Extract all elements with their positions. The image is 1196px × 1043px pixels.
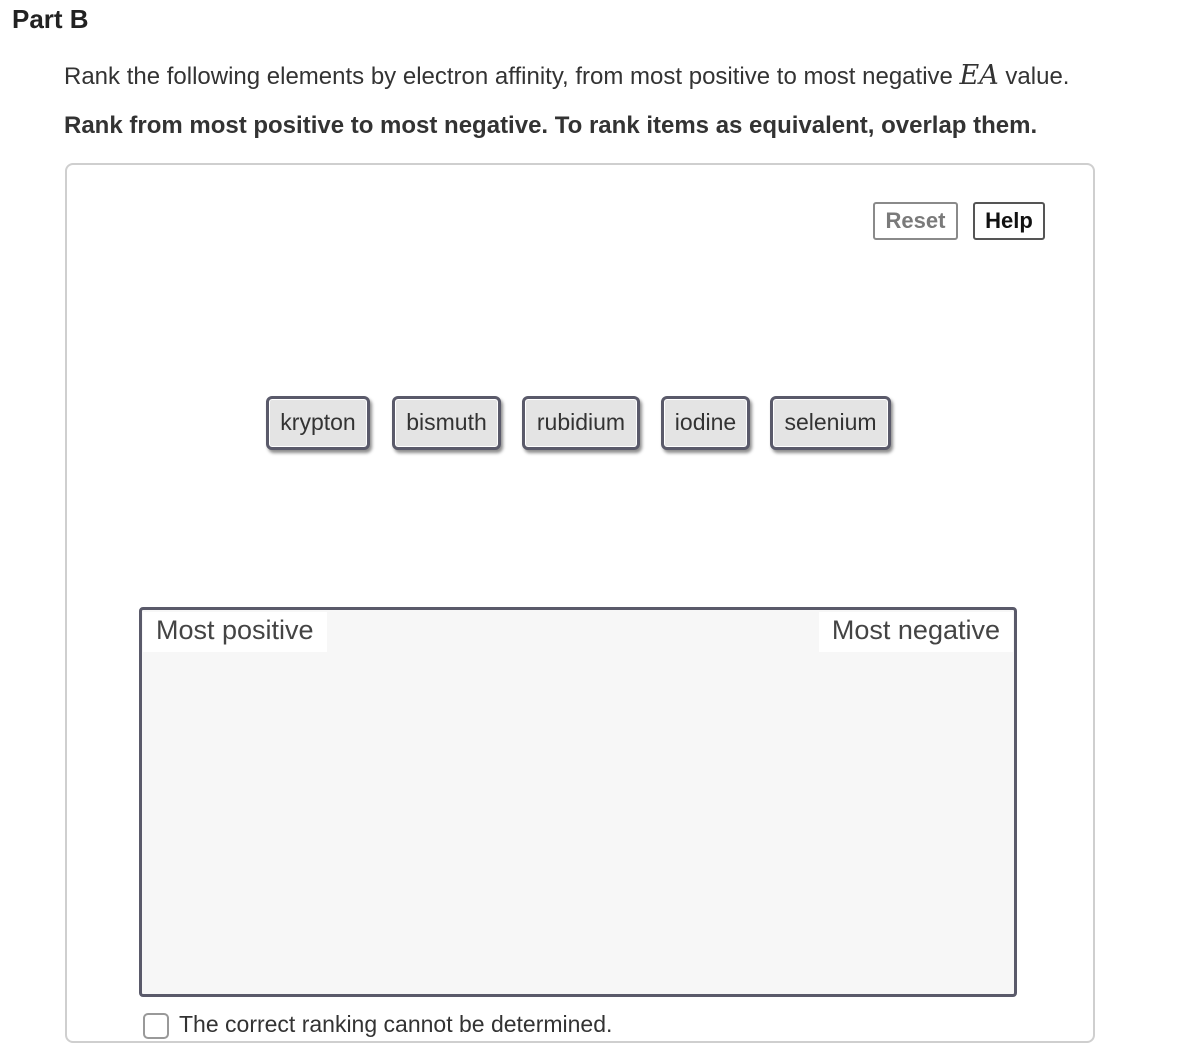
- most-positive-label: Most positive: [143, 612, 327, 652]
- part-title: Part B: [12, 4, 89, 34]
- question-text: [64, 60, 1069, 91]
- ea-math-symbol: EA: [959, 60, 999, 91]
- ranking-instruction: Rank from most positive to most negative. To rank items as equivalent, overlap them.: [64, 112, 1038, 139]
- cannot-determine-label: The correct ranking cannot be determined.: [179, 1011, 613, 1037]
- most-negative-label: Most negative: [819, 612, 1013, 652]
- draggable-item-krypton[interactable]: krypton: [266, 396, 370, 450]
- help-button[interactable]: Help: [973, 202, 1045, 240]
- draggable-item-selenium[interactable]: selenium: [770, 396, 891, 450]
- ranking-panel: [65, 163, 1095, 1043]
- draggable-item-rubidium[interactable]: rubidium: [522, 396, 640, 450]
- reset-button[interactable]: Reset: [873, 202, 958, 240]
- draggable-item-iodine[interactable]: iodine: [661, 396, 750, 450]
- question-text-before: Rank the following elements by electron affinity, from most positive to most negative: [64, 63, 960, 90]
- cannot-determine-checkbox[interactable]: [143, 1013, 169, 1039]
- question-text-after: value.: [998, 63, 1070, 90]
- ranking-drop-zone[interactable]: [139, 607, 1017, 997]
- draggable-item-bismuth[interactable]: bismuth: [392, 396, 501, 450]
